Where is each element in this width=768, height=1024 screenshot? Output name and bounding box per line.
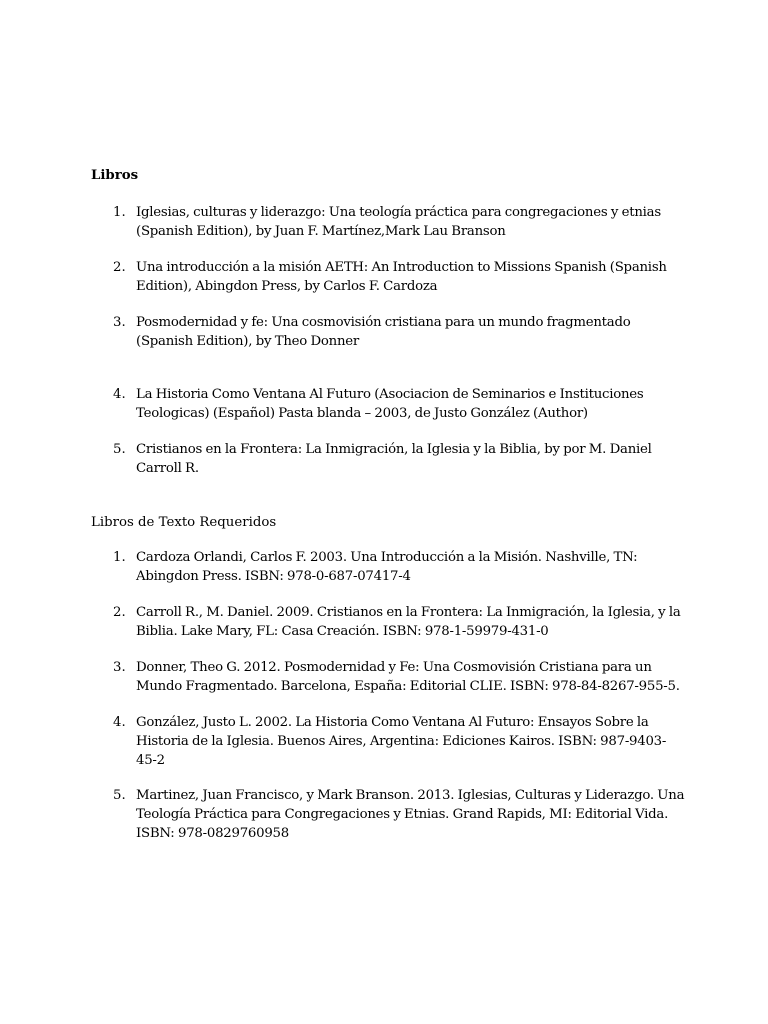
- list-number: 5.: [113, 788, 126, 803]
- book-entry-text: Iglesias, culturas y liderazgo: Una teología práctica para congregaciones y etnias (Spanish Edition), by Juan F. Martínez,Mark Lau Branson: [136, 205, 661, 239]
- reference-list-item: [91, 548, 691, 586]
- book-entry-text: Posmodernidad y fe: Una cosmovisión cristiana para un mundo fragmentado (Spanish Edition), by Theo Donner: [136, 315, 631, 349]
- reference-entry-text: Carroll R., M. Daniel. 2009. Cristianos en la Frontera: La Inmigración, la Iglesia, y la Biblia. Lake Mary, FL: Casa Creación. ISBN: 978-1-59979-431-0: [136, 605, 681, 639]
- book-list-item: [91, 313, 691, 351]
- book-list-item: [91, 258, 691, 296]
- list-number: 1.: [113, 550, 126, 565]
- list-number: 2.: [113, 260, 126, 275]
- list-number: 4.: [113, 387, 126, 402]
- section-heading-libros: Libros: [91, 168, 139, 183]
- reference-list-item: [91, 603, 691, 641]
- reference-entry-text: Donner, Theo G. 2012. Posmodernidad y Fe: Una Cosmovisión Cristiana para un Mundo Fragmentado. Barcelona, España: Editorial CLIE. ISBN: 978-84-8267-955-5.: [136, 660, 680, 694]
- list-number: 4.: [113, 715, 126, 730]
- book-list-item: [91, 385, 691, 423]
- reference-list-item: [91, 658, 691, 696]
- book-list-item: [91, 440, 691, 478]
- list-number: 5.: [113, 442, 126, 457]
- book-entry-text: Una introducción a la misión AETH: An Introduction to Missions Spanish (Spanish Edition), Abingdon Press, by Carlos F. Cardoza: [136, 260, 667, 294]
- list-number: 2.: [113, 605, 126, 620]
- list-number: 3.: [113, 315, 126, 330]
- reference-list-item: [91, 713, 691, 770]
- book-list-item: [91, 203, 691, 241]
- reference-entry-text: González, Justo L. 2002. La Historia Como Ventana Al Futuro: Ensayos Sobre la Historia de la Iglesia. Buenos Aires, Argentina: Ediciones Kairos. ISBN: 987-9403-45-2: [136, 715, 667, 768]
- reference-entry-text: Martinez, Juan Francisco, y Mark Branson. 2013. Iglesias, Culturas y Liderazgo. Una Teología Práctica para Congregaciones y Etnias. Grand Rapids, MI: Editorial Vida. ISBN: 978-0829760958: [136, 788, 685, 841]
- book-entry-text: Cristianos en la Frontera: La Inmigración, la Iglesia y la Biblia, by por M. Daniel Carroll R.: [136, 442, 652, 476]
- list-number: 3.: [113, 660, 126, 675]
- section-heading-required-textbooks: Libros de Texto Requeridos: [91, 515, 277, 530]
- list-number: 1.: [113, 205, 126, 220]
- reference-list-item: [91, 786, 691, 843]
- reference-entry-text: Cardoza Orlandi, Carlos F. 2003. Una Introducción a la Misión. Nashville, TN: Abingdon Press. ISBN: 978-0-687-07417-4: [136, 550, 638, 584]
- book-entry-text: La Historia Como Ventana Al Futuro (Asociacion de Seminarios e Instituciones Teologicas) (Español) Pasta blanda – 2003, de Justo González (Author): [136, 387, 644, 421]
